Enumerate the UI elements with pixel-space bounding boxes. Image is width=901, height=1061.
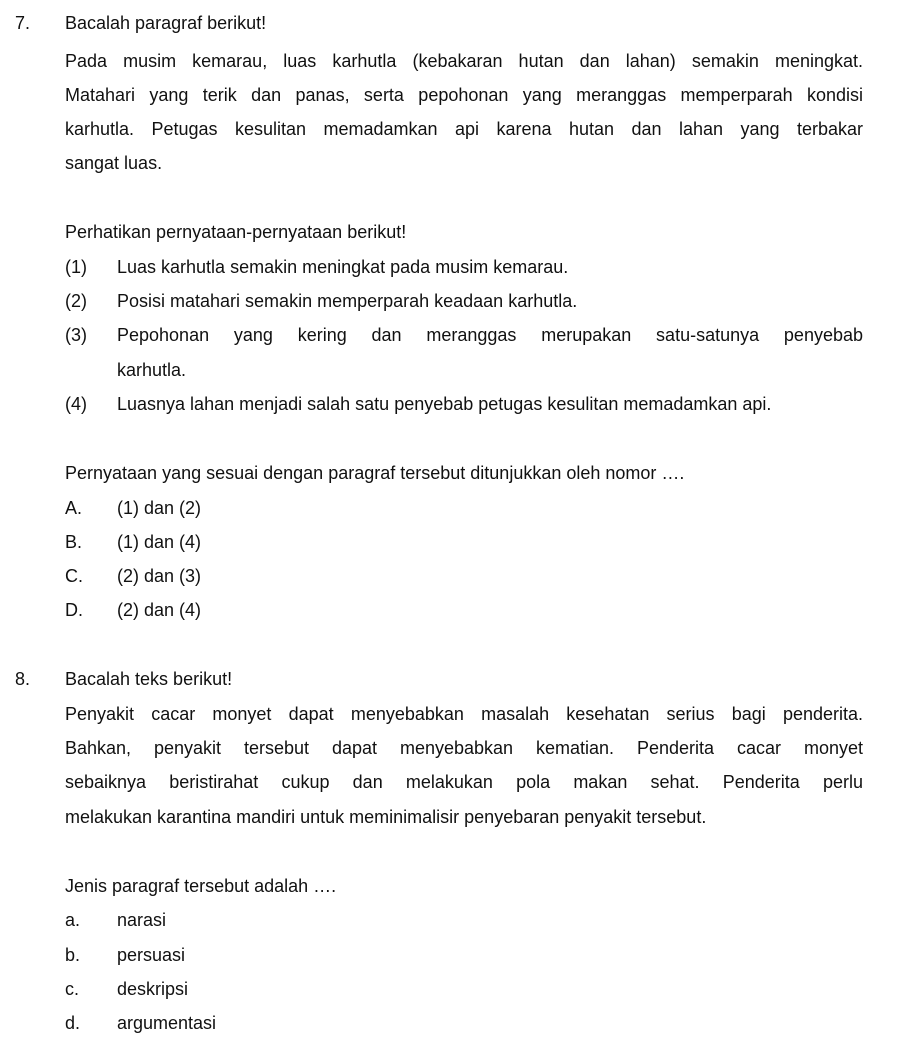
question-number: 8. — [15, 669, 31, 689]
option-text: (1) dan (2) — [117, 498, 202, 518]
question-number: 7. — [15, 13, 31, 33]
paragraph-line: Bahkan, penyakit tersebut dapat menyebabkan kematian. Penderita cacar monyet — [65, 738, 863, 758]
question-instruction: Bacalah paragraf berikut! — [65, 13, 267, 33]
statement-text: Pepohonan yang kering dan meranggas merupakan satu-satunya penyebab — [117, 325, 863, 345]
option-letter: D. — [65, 600, 83, 620]
option-letter: a. — [65, 910, 81, 930]
question-prompt: Pernyataan yang sesuai dengan paragraf tersebut ditunjukkan oleh nomor …. — [65, 463, 685, 483]
paragraph-line: Matahari yang terik dan panas, serta pepohonan yang meranggas memperparah kondisi — [65, 85, 863, 105]
statements-intro: Perhatikan pernyataan-pernyataan berikut! — [65, 222, 407, 242]
statement-number: (1) — [65, 257, 87, 277]
paragraph-line: Penyakit cacar monyet dapat menyebabkan masalah kesehatan serius bagi penderita. — [65, 704, 863, 724]
option-text: (1) dan (4) — [117, 532, 202, 552]
option-text: deskripsi — [117, 979, 189, 999]
option-letter: d. — [65, 1013, 81, 1033]
option-text: (2) dan (4) — [117, 600, 202, 620]
paragraph-line: sebaiknya beristirahat cukup dan melakukan pola makan sehat. Penderita perlu — [65, 772, 863, 792]
statement-text-continued: karhutla. — [117, 360, 187, 380]
statement-number: (3) — [65, 325, 87, 345]
option-letter: B. — [65, 532, 83, 552]
option-text: argumentasi — [117, 1013, 217, 1033]
paragraph-line: karhutla. Petugas kesulitan memadamkan api karena hutan dan lahan yang terbakar — [65, 119, 863, 139]
statement-text: Luasnya lahan menjadi salah satu penyebab petugas kesulitan memadamkan api. — [117, 394, 772, 414]
paragraph-line: Pada musim kemarau, luas karhutla (kebakaran hutan dan lahan) semakin meningkat. — [65, 51, 863, 71]
option-letter: C. — [65, 566, 83, 586]
paragraph-line: melakukan karantina mandiri untuk meminimalisir penyebaran penyakit tersebut. — [65, 807, 707, 827]
statement-text: Luas karhutla semakin meningkat pada musim kemarau. — [117, 257, 569, 277]
option-text: (2) dan (3) — [117, 566, 202, 586]
option-letter: b. — [65, 945, 81, 965]
question-prompt: Jenis paragraf tersebut adalah …. — [65, 876, 337, 896]
option-letter: A. — [65, 498, 83, 518]
statement-text: Posisi matahari semakin memperparah keadaan karhutla. — [117, 291, 578, 311]
question-instruction: Bacalah teks berikut! — [65, 669, 233, 689]
option-text: narasi — [117, 910, 167, 930]
option-text: persuasi — [117, 945, 186, 965]
option-letter: c. — [65, 979, 80, 999]
statement-number: (2) — [65, 291, 87, 311]
statement-number: (4) — [65, 394, 87, 414]
paragraph-line: sangat luas. — [65, 153, 163, 173]
